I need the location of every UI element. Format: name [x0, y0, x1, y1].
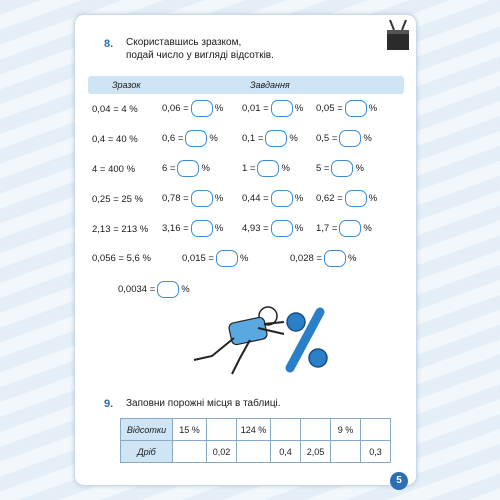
answer-box[interactable]	[265, 130, 287, 147]
task-item	[290, 250, 356, 267]
answer-box[interactable]	[345, 100, 367, 117]
table-cell[interactable]: 0,4	[271, 441, 301, 463]
task-expression: 0,6 =	[162, 133, 184, 144]
binder-clip-icon	[384, 18, 412, 52]
table-cell[interactable]	[331, 441, 361, 463]
answer-box[interactable]	[324, 250, 346, 267]
task-expression: 0,015 =	[182, 253, 214, 264]
percent-sign: %	[281, 163, 290, 174]
percent-sign: %	[181, 284, 190, 295]
task-item	[182, 250, 248, 267]
task-expression: 0,0034 =	[118, 284, 156, 295]
percent-sign: %	[209, 133, 218, 144]
task-item	[316, 220, 372, 237]
task8-text-line2: подай число у вигляді відсотків.	[126, 50, 274, 61]
percent-sign: %	[214, 193, 224, 204]
answer-box[interactable]	[177, 160, 199, 177]
row-header-fraction: Дріб	[121, 441, 173, 463]
table-cell[interactable]	[237, 441, 271, 463]
percent-sign: %	[294, 103, 304, 114]
answer-box[interactable]	[345, 190, 367, 207]
task-item	[242, 220, 303, 237]
task-item	[242, 190, 303, 207]
answer-box[interactable]	[185, 130, 207, 147]
sample-item: 0,25 = 25 %	[92, 194, 143, 205]
sample-item: 0,056 = 5,6 %	[92, 253, 151, 264]
table-cell[interactable]: 15 %	[173, 419, 207, 441]
task-expression: 0,06 =	[162, 103, 189, 114]
table-cell[interactable]: 9 %	[331, 419, 361, 441]
task-expression: 0,44 =	[242, 193, 269, 204]
answer-box[interactable]	[339, 130, 361, 147]
answer-box[interactable]	[271, 220, 293, 237]
task-item	[316, 130, 372, 147]
task-item	[242, 100, 303, 117]
sample-label: Зразок	[112, 80, 141, 90]
tasks-label: Завдання	[250, 80, 290, 90]
percent-sign: %	[363, 223, 372, 234]
answer-box[interactable]	[271, 100, 293, 117]
pushing-percent-illustration	[172, 296, 332, 378]
percent-sign: %	[294, 223, 304, 234]
answer-box[interactable]	[331, 160, 353, 177]
percent-sign: %	[289, 133, 298, 144]
task-expression: 4,93 =	[242, 223, 269, 234]
task8-text-line1: Скориставшись зразком,	[126, 37, 242, 48]
table-cell[interactable]: 124 %	[237, 419, 271, 441]
page-number: 5	[390, 472, 408, 490]
task-expression: 0,05 =	[316, 103, 343, 114]
task-item	[162, 100, 223, 117]
task-expression: 1,7 =	[316, 223, 338, 234]
sample-item: 2,13 = 213 %	[92, 224, 149, 235]
task-item	[162, 220, 223, 237]
task-item	[316, 100, 377, 117]
answer-box[interactable]	[271, 190, 293, 207]
row-header-percent: Відсотки	[121, 419, 173, 441]
task-item	[162, 130, 218, 147]
sample-item: 0,4 = 40 %	[92, 134, 138, 145]
answer-box[interactable]	[191, 100, 213, 117]
percent-sign: %	[294, 193, 304, 204]
task8-number: 8.	[104, 38, 114, 50]
task-item	[242, 130, 298, 147]
percent-fraction-table	[120, 418, 391, 463]
task-expression: 0,01 =	[242, 103, 269, 114]
table-cell[interactable]: 0,3	[361, 441, 391, 463]
answer-box[interactable]	[216, 250, 238, 267]
task-expression: 0,028 =	[290, 253, 322, 264]
task-expression: 0,78 =	[162, 193, 189, 204]
table-cell[interactable]: 2,05	[301, 441, 331, 463]
task-expression: 0,5 =	[316, 133, 338, 144]
percent-sign: %	[214, 223, 224, 234]
answer-box[interactable]	[191, 220, 213, 237]
task-expression: 6 =	[162, 163, 176, 174]
table-cell[interactable]	[271, 419, 301, 441]
percent-sign: %	[368, 103, 378, 114]
table-row	[121, 441, 391, 463]
percent-sign: %	[214, 103, 224, 114]
answer-box[interactable]	[191, 190, 213, 207]
task-item	[162, 190, 223, 207]
task9-text: Заповни порожні місця в таблиці.	[126, 398, 281, 409]
task9-number: 9.	[104, 398, 114, 410]
answer-box[interactable]	[257, 160, 279, 177]
task-item	[162, 160, 210, 177]
table-cell[interactable]	[361, 419, 391, 441]
task-item	[316, 160, 364, 177]
table-cell[interactable]: 0,02	[207, 441, 237, 463]
task-expression: 3,16 =	[162, 223, 189, 234]
table-cell[interactable]	[301, 419, 331, 441]
percent-sign: %	[239, 253, 249, 264]
table-cell[interactable]	[207, 419, 237, 441]
answer-box[interactable]	[339, 220, 361, 237]
percent-sign: %	[363, 133, 372, 144]
table-cell[interactable]	[173, 441, 207, 463]
sample-item: 0,04 = 4 %	[92, 104, 138, 115]
percent-sign: %	[355, 163, 364, 174]
task-expression: 1 =	[242, 163, 256, 174]
task-expression: 5 =	[316, 163, 330, 174]
percent-sign: %	[201, 163, 210, 174]
percent-sign: %	[368, 193, 378, 204]
task-expression: 0,1 =	[242, 133, 264, 144]
sample-item: 4 = 400 %	[92, 164, 136, 175]
task-item	[242, 160, 290, 177]
table-row	[121, 419, 391, 441]
task-expression: 0,62 =	[316, 193, 343, 204]
percent-sign: %	[347, 253, 357, 264]
task-item	[316, 190, 377, 207]
